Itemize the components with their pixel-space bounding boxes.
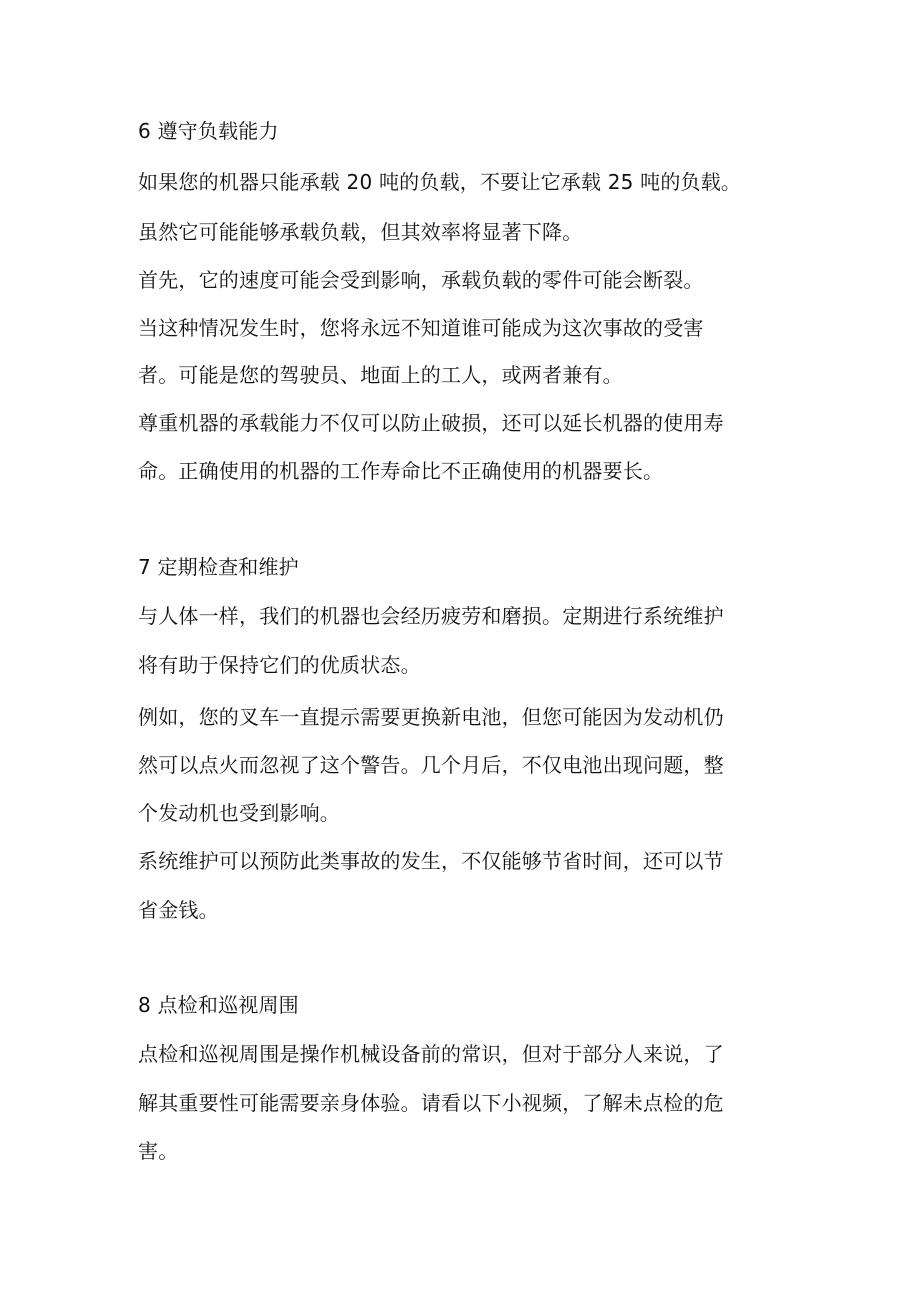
section-6-line-6: 尊重机器的承载能力不仅可以防止破损，还可以延长机器的使用寿	[138, 411, 724, 435]
section-6-line-1: 如果您的机器只能承载 20 吨的负载，不要让它承载 25 吨的负载。	[138, 170, 742, 194]
section-7-line-3: 例如，您的叉车一直提示需要更换新电池，但您可能因为发动机仍	[138, 705, 724, 729]
section-6-line-4: 当这种情况发生时，您将永远不知道谁可能成为这次事故的受害	[138, 316, 704, 340]
section-7-line-1: 与人体一样，我们的机器也会经历疲劳和磨损。定期进行系统维护	[138, 604, 724, 628]
section-6-heading: 6 遵守负载能力	[138, 119, 279, 143]
section-8-heading: 8 点检和巡视周围	[138, 993, 299, 1017]
section-6-line-3: 首先，它的速度可能会受到影响，承载负载的零件可能会断裂。	[138, 268, 704, 292]
section-8-line-3: 害。	[138, 1139, 179, 1163]
section-6-line-2: 虽然它可能能够承载负载，但其效率将显著下降。	[138, 220, 583, 244]
section-8-line-1: 点检和巡视周围是操作机械设备前的常识，但对于部分人来说，了	[138, 1042, 724, 1066]
section-7-line-2: 将有助于保持它们的优质状态。	[138, 653, 421, 677]
section-6-line-7: 命。正确使用的机器的工作寿命比不正确使用的机器要长。	[138, 459, 664, 483]
section-7-line-6: 系统维护可以预防此类事故的发生，不仅能够节省时间，还可以节	[138, 849, 724, 873]
section-7-line-7: 省金钱。	[138, 898, 219, 922]
section-7-heading: 7 定期检查和维护	[138, 555, 299, 579]
section-7-line-4: 然可以点火而忽视了这个警告。几个月后，不仅电池出现问题，整	[138, 753, 724, 777]
section-6-line-5: 者。可能是您的驾驶员、地面上的工人，或两者兼有。	[138, 363, 623, 387]
section-8-line-2: 解其重要性可能需要亲身体验。请看以下小视频，了解未点检的危	[138, 1091, 724, 1115]
section-7-line-5: 个发动机也受到影响。	[138, 801, 340, 825]
